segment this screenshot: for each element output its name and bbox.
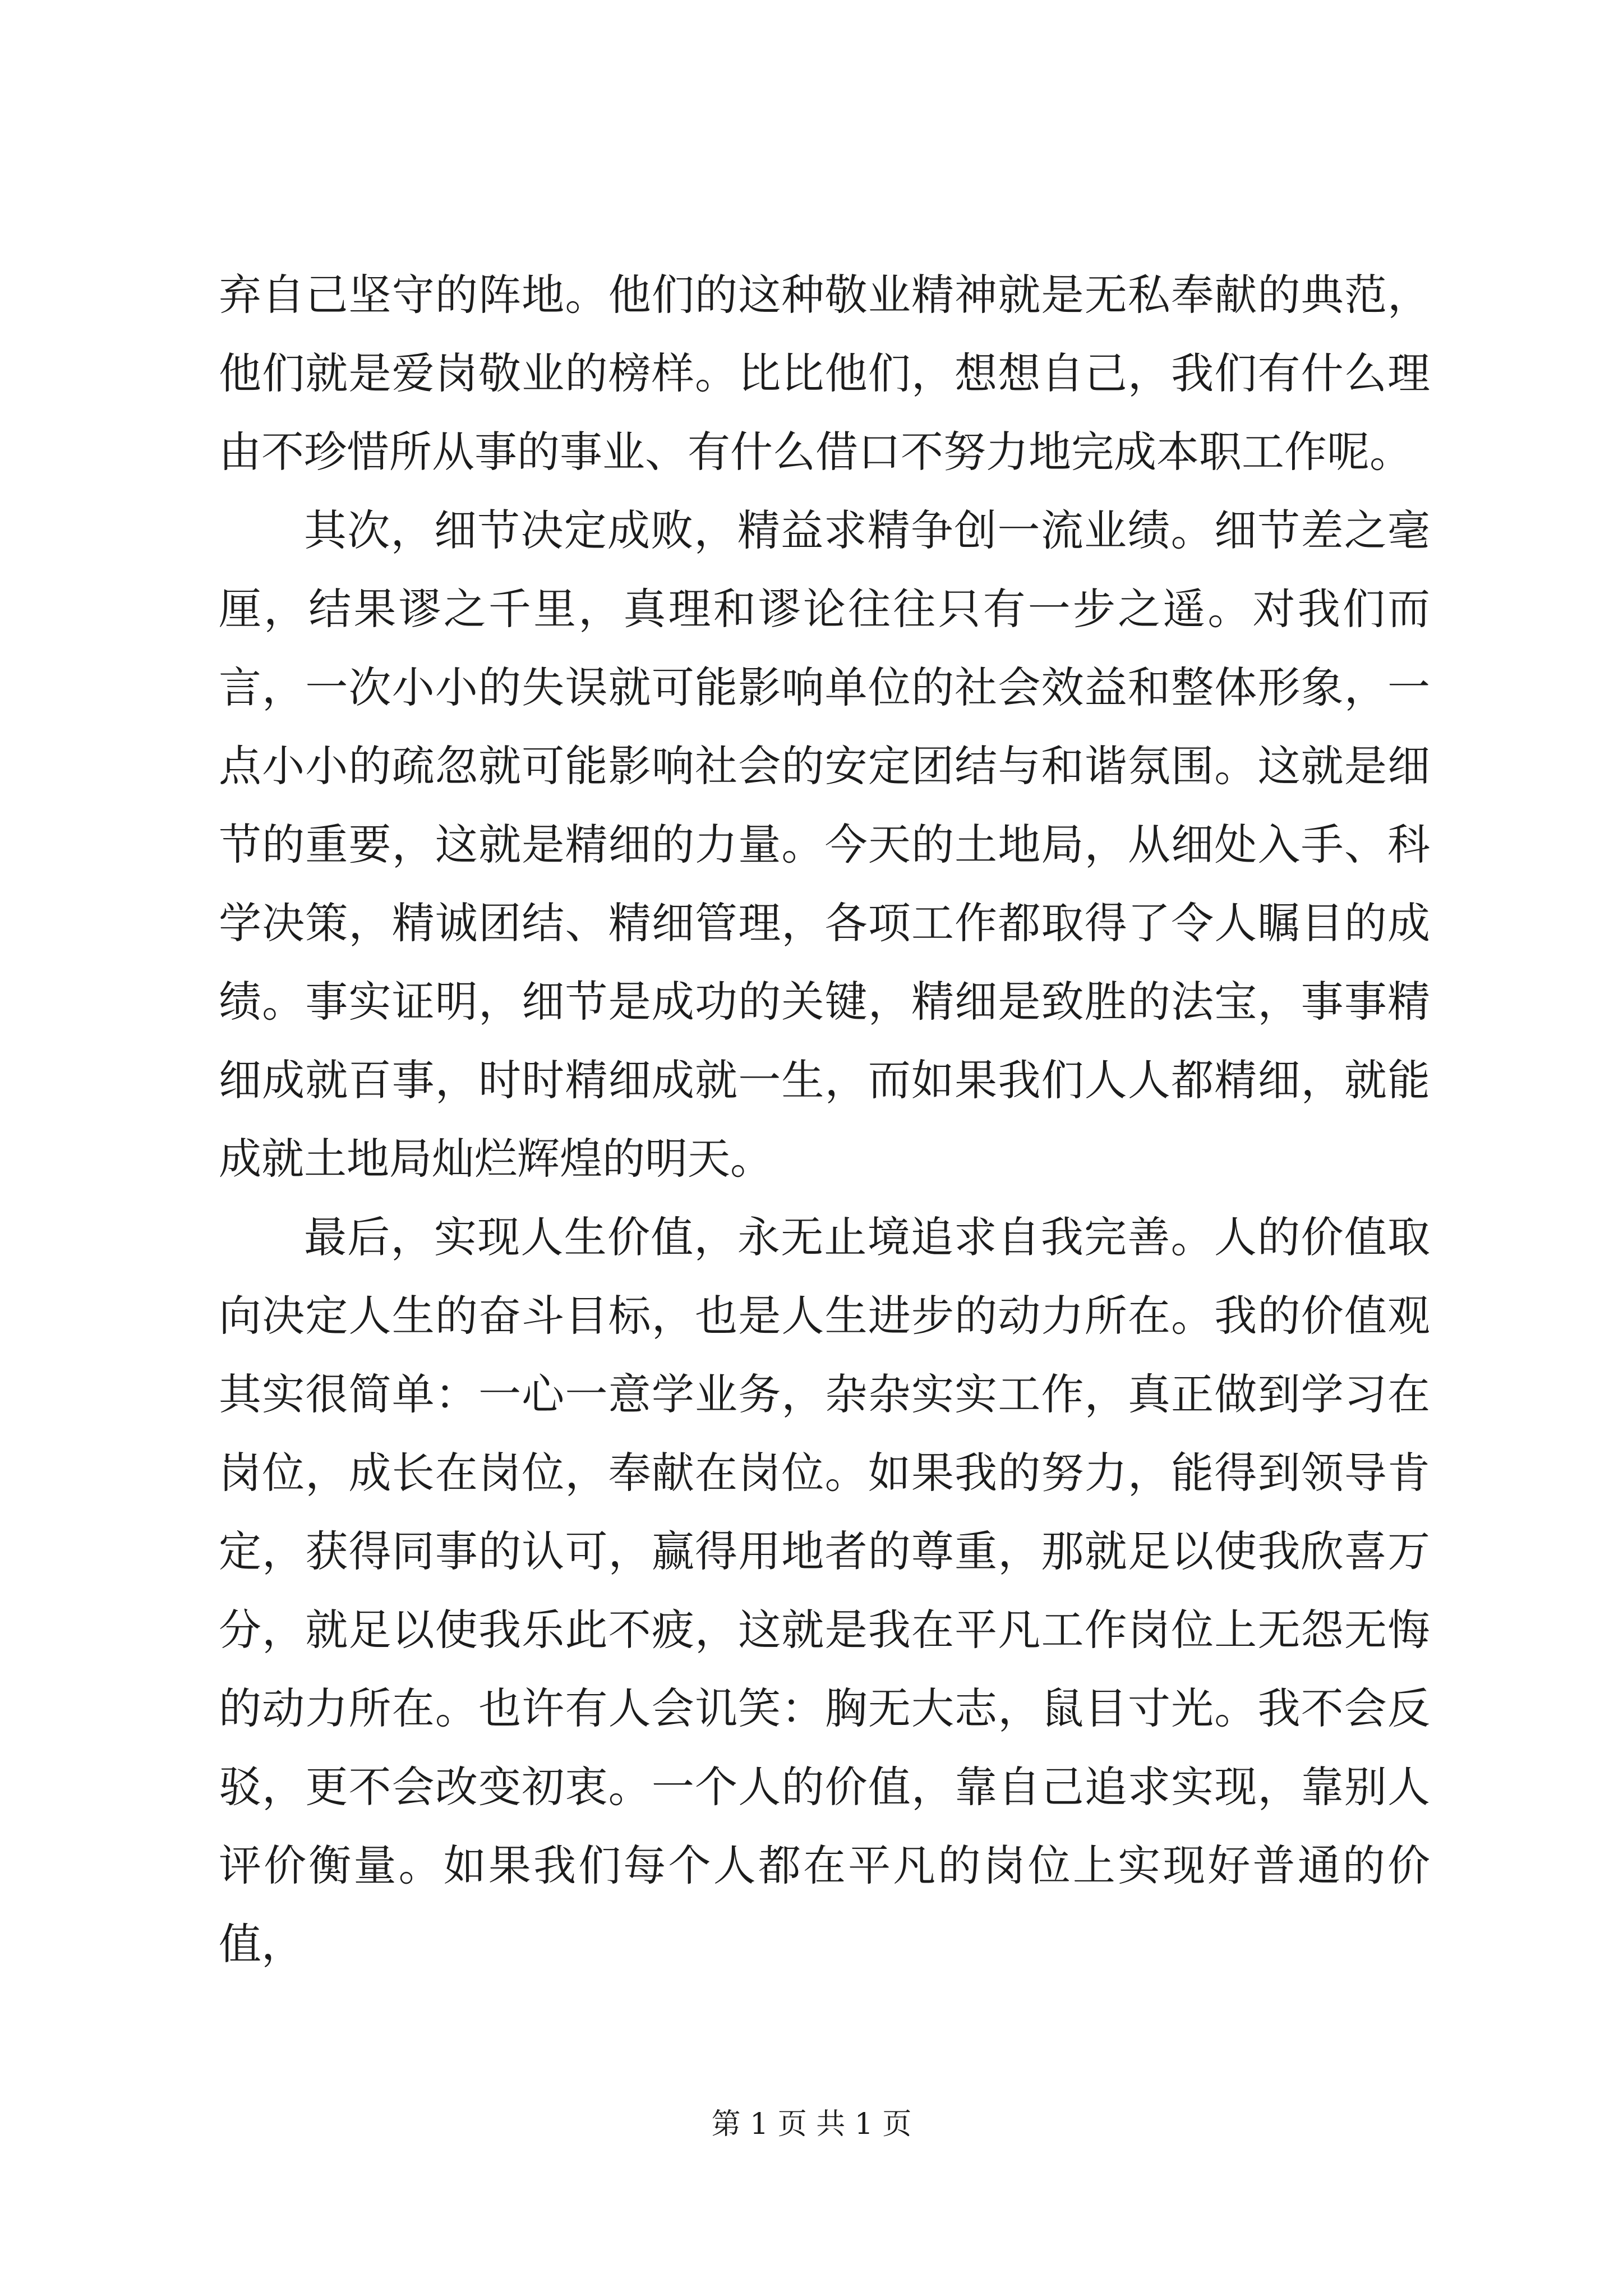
paragraph-3: 最后，实现人生价值，永无止境追求自我完善。人的价值取向决定人生的奋斗目标，也是人生进步的动力所在。我的价值观其实很简单：一心一意学业务，杂杂实实工作，真正做到学习在岗位，成长在岗位，奉献在岗位。如果我的努力，能得到领导肯定，获得同事的认可，赢得用地者的尊重，那就足以使我欣喜万分，就足以使我乐此不疲，这就是我在平凡工作岗位上无怨无悔的动力所在。也许有人会讥笑：胸无大志，鼠目寸光。我不会反驳，更不会改变初衷。一个人的价值，靠自己追求实现，靠别人评价衡量。如果我们每个人都在平凡的岗位上实现好普通的价值， — [219, 1212, 1430, 1969]
page-footer: 第 1 页 共 1 页 — [711, 2108, 912, 2141]
paragraph-2: 其次，细节决定成败，精益求精争创一流业绩。细节差之毫厘，结果谬之千里，真理和谬论往往只有一步之遥。对我们而言，一次小小的失误就可能影响单位的社会效益和整体形象，一点小小的疏忽就可能影响社会的安定团结与和谐氛围。这就是细节的重要，这就是精细的力量。今天的土地局，从细处入手、科学决策，精诚团结、精细管理，各项工作都取得了令人瞩目的成绩。事实证明，细节是成功的关键，精细是致胜的法宝，事事精细成就百事，时时精细成就一生，而如果我们人人都精细，就能成就土地局灿烂辉煌的明天。 — [219, 505, 1430, 1184]
document-body — [219, 256, 1430, 1984]
paragraph-1: 弃自己坚守的阵地。他们的这种敬业精神就是无私奉献的典范，他们就是爱岗敬业的榜样。比比他们，想想自己，我们有什么理由不珍惜所从事的事业、有什么借口不努力地完成本职工作呢。 — [219, 270, 1430, 477]
